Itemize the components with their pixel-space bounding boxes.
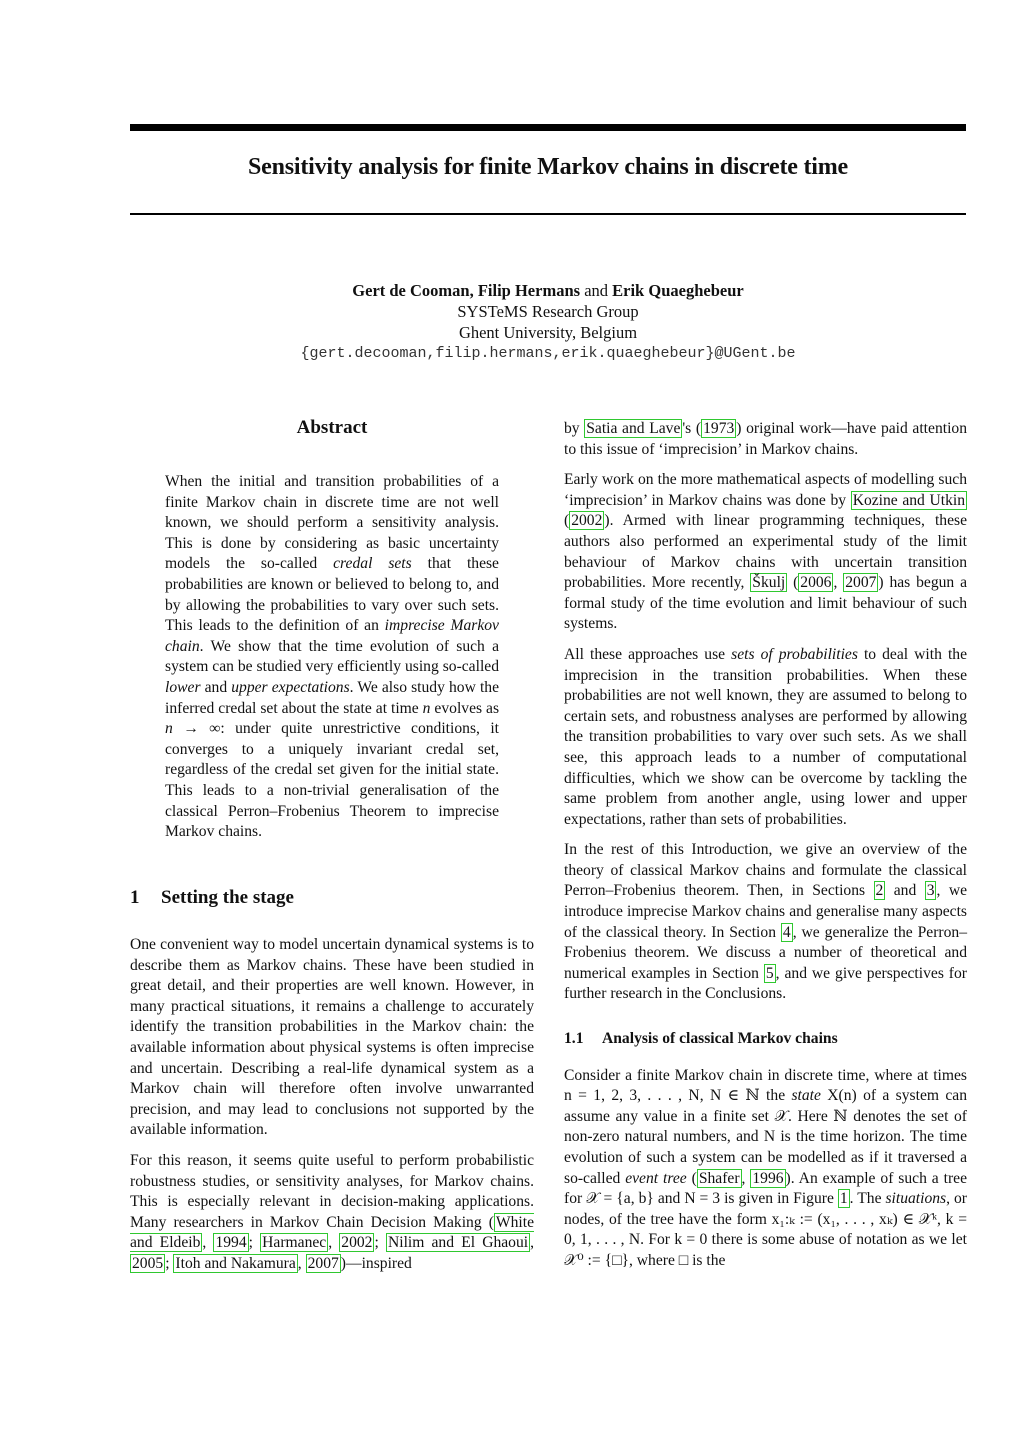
citation-link[interactable]: Nilim and El Ghaoui (387, 1234, 529, 1252)
citation-link[interactable]: 2005 (132, 1254, 164, 1272)
paper-title: Sensitivity analysis for finite Markov chains in discrete time (247, 154, 849, 180)
citation-link[interactable]: Satia and Lave (586, 420, 681, 437)
title-rule (130, 213, 966, 215)
paragraph: by Satia and Lave 's ( 1973 ) original work—have paid attention to this issue of ‘imprecision’ in Markov chains. (564, 420, 967, 458)
paragraph: All these approaches use sets of probabilities to deal with the imprecision in the transition probabilities. When these probabilities are not well known, they are assumed to belong to certain sets, and robustness analyses are performed by allowing the transition probabilities to vary over such sets. As we shall see, this approach leads to a number of computational difficulties, which we show can be overcome by tackling the same problem from another angle, using lower and upper expectations, rather than sets of probabilities. (564, 645, 967, 828)
citation-link[interactable]: 2007 (307, 1254, 339, 1272)
affiliation-group: SYSTeMS Research Group (457, 302, 639, 321)
paragraph: Early work on the more mathematical aspects of modelling such ‘imprecision’ in Markov chains was done by Kozine and Utkin ( 2002 ). Armed with linear programming techniques, these authors also performed an experimental study of the limit behaviour of Markov chains with uncertain transition probabilities. More recently, Škulj ( 2006 , 2007 ) has begun a formal study of the time evolution and limit behaviour of such systems. (564, 471, 967, 633)
abstract-body: When the initial and transition probabilities of a finite Markov chain in discrete time are not well known, we should perform a sensitivity analysis. This is done by considering as basic uncertainty models the so-called credal sets that these probabilities are known or believed to belong to, and by allowing the probabilities to vary over such sets. This leads to the definition of an imprecise Markov chain. We show that the time evolution of such a system can be studied very efficiently using so-called lower and upper expectations. We also study how the inferred credal set about the state at time n evolves as n → ∞: under quite unrestrictive conditions, it converges to a uniquely invariant credal set, regardless of the credal set given for the initial state. This leads to a non-trivial generalisation of the classical Perron–Frobenius Theorem to imprecise Markov chains. (165, 473, 500, 841)
figure-ref-link[interactable]: 1 (839, 1190, 848, 1208)
citation-link[interactable]: White and Eldeib (130, 1213, 534, 1252)
top-rule (130, 124, 966, 131)
left-column (130, 935, 534, 1285)
subsection-heading: 1.1 Analysis of classical Markov chains (564, 1030, 838, 1048)
authors (130, 280, 966, 301)
section-ref-link[interactable]: 3 (926, 882, 935, 900)
citation-link[interactable]: 2002 (571, 512, 603, 530)
citation-link[interactable]: 1994 (215, 1234, 247, 1252)
abstract-heading: Abstract (296, 417, 368, 438)
citation-link[interactable]: 2002 (341, 1234, 373, 1252)
citation-link[interactable]: 2006 (800, 574, 832, 592)
citation-link[interactable]: Shafer (698, 1169, 740, 1187)
citation-link[interactable]: Itoh and Nakamura (175, 1254, 296, 1272)
section-ref-link[interactable]: 4 (782, 923, 791, 941)
paragraph: One convenient way to model uncertain dynamical systems is to describe them as Markov chains. These have been studied in great detail, and their properties are well known. However, in many practical situations, it remains a challenge to accurately identify the transition probabilities in the Markov chain: the available information about physical systems is often imprecise and uncertain. Describing a real-life dynamical system as a Markov chain will therefore often involve unwarranted precision, and may lead to conclusions not supported by the available information. (130, 936, 534, 1139)
section-heading (130, 887, 294, 909)
right-column (564, 419, 967, 1282)
section-title: Setting the stage (161, 887, 294, 908)
paragraph: For this reason, it seems quite useful to perform probabilistic robustness studies, or sensitivity analyses, for Markov chains. This is especially relevant in decision-making applications. Many researchers in Markov Chain Decision Making ( White and Eldeib , 1994 ; Harmanec , 2002 ; Nilim and El Ghaoui , 2005 ; Itoh and Nakamura , 2007 )—inspired (130, 1151, 535, 1272)
authors-first: Gert de Cooman, Filip Hermans (352, 281, 581, 300)
citation-link[interactable]: 2007 (845, 574, 877, 592)
author-block (130, 280, 966, 364)
paragraph: In the rest of this Introduction, we give an overview of the theory of classical Markov chains and formulate the classical Perron–Frobenius theorem. Then, in Sections 2 and 3 , we introduce imprecise Markov chains and generalise many aspects of the classical theory. In Section 4 , we generalize the Perron–Frobenius theorem. We discuss a number of theoretical and numerical examples in Section 5 , and we give perspectives for further research in the Conclusions. (564, 841, 967, 1003)
citation-link[interactable]: Kozine and Utkin (852, 491, 965, 509)
citation-link[interactable]: Harmanec (262, 1234, 327, 1252)
section-number: 1 (130, 887, 140, 908)
citation-link[interactable]: Škulj (752, 574, 786, 592)
citation-link[interactable]: 1996 (752, 1169, 784, 1187)
authors-last: Erik Quaeghebeur (612, 281, 744, 300)
affiliation-university: Ghent University, Belgium (458, 323, 638, 342)
author-emails: {gert.decooman,filip.hermans,erik.quaeghebeur}@UGent.be (300, 345, 796, 362)
citation-link[interactable]: 1973 (703, 420, 735, 437)
authors-and: and (584, 281, 609, 300)
section-ref-link[interactable]: 5 (765, 964, 774, 982)
paragraph: Consider a finite Markov chain in discrete time, where at times n = 1, 2, 3, . . . , N, N ∈ ℕ the state X(n) of a system can assume any value in a finite set 𝒳. Here ℕ denotes the set of non-zero natural numbers, and N is the time horizon. The time evolution of such a system can be modelled as if it traversed a so-called event tree ( Shafer , 1996 ). An example of such a tree for 𝒳 = {a, b} and N = 3 is given in Figure 1 . The situations, or nodes, of the tree have the form x₁:ₖ := (x₁, . . . , xₖ) ∈ 𝒳ᵏ, k = 0, 1, . . . , N. For k = 0 there is some abuse of notation as we let 𝒳⁰ := {□}, where □ is the (564, 1066, 968, 1269)
section-ref-link[interactable]: 2 (875, 882, 884, 900)
